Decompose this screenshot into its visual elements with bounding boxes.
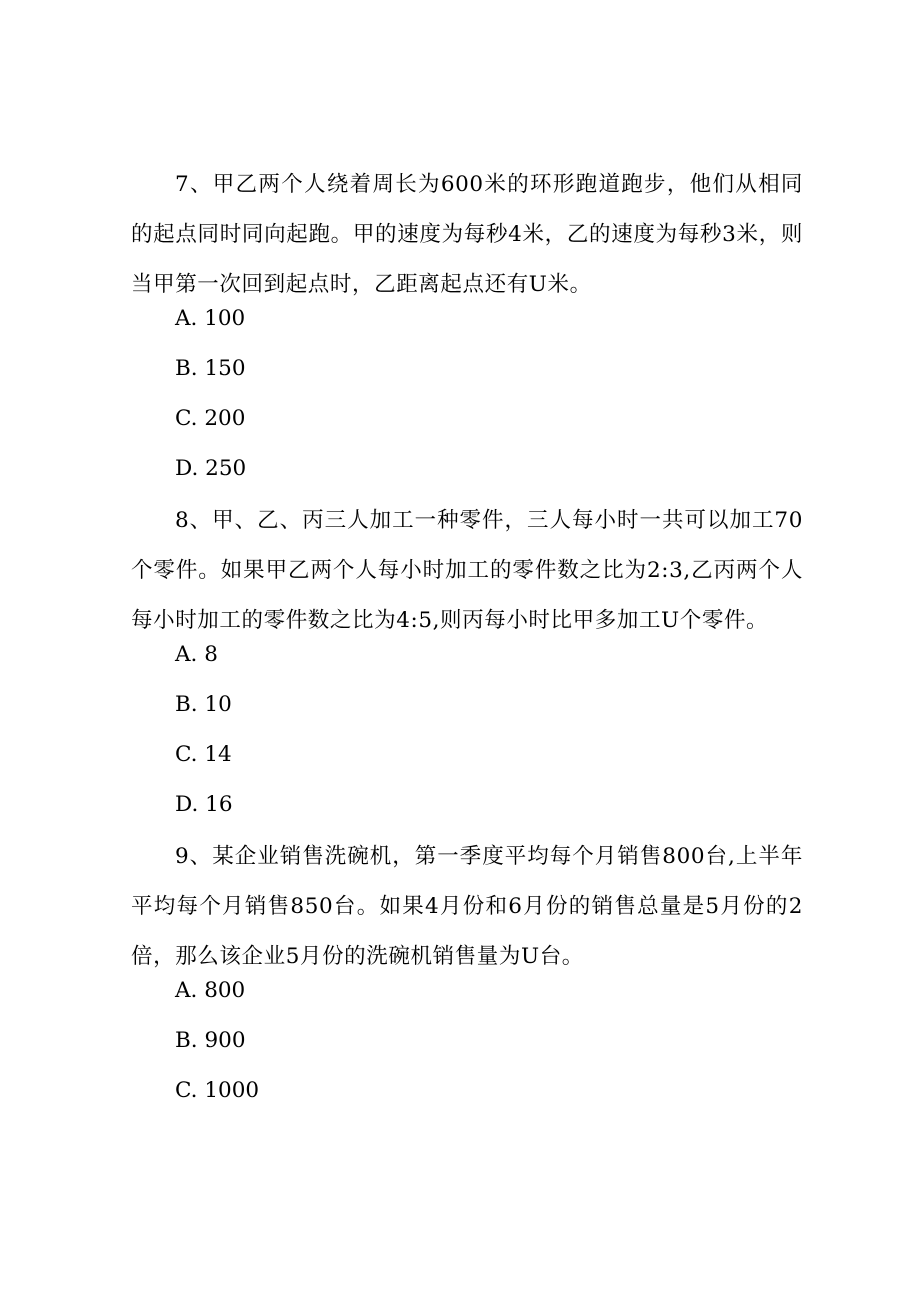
question-8-option-d: D. 16 [175,792,233,817]
question-9-option-b: B. 900 [175,1028,246,1053]
question-7-option-a: A. 100 [175,306,246,331]
question-7-option-b: B. 150 [175,356,246,381]
question-8-stem: 8、甲、乙、丙三人加工一种零件，三人每小时一共可以加工70个零件。如果甲乙两个人每小时加工的零件数之比为2:3,乙丙两个人每小时加工的零件数之比为4:5,则丙每小时比甲多加工U个零件。 [131,508,803,633]
question-9-stem: 9、某企业销售洗碗机，第一季度平均每个月销售800台,上半年平均每个月销售850台。如果4月份和6月份的销售总量是5月份的2倍，那么该企业5月份的洗碗机销售量为U台。 [131,844,803,969]
question-8-option-b: B. 10 [175,692,232,717]
question-8-option-c: C. 14 [175,742,232,767]
question-9-option-c: C. 1000 [175,1078,260,1103]
question-7-option-c: C. 200 [175,406,246,431]
question-7-stem: 7、甲乙两个人绕着周长为600米的环形跑道跑步，他们从相同的起点同时同向起跑。甲的速度为每秒4米，乙的速度为每秒3米，则当甲第一次回到起点时，乙距离起点还有U米。 [131,172,803,297]
question-7-option-d: D. 250 [175,456,247,481]
question-9-option-a: A. 800 [175,978,246,1003]
question-8-option-a: A. 8 [175,642,218,667]
